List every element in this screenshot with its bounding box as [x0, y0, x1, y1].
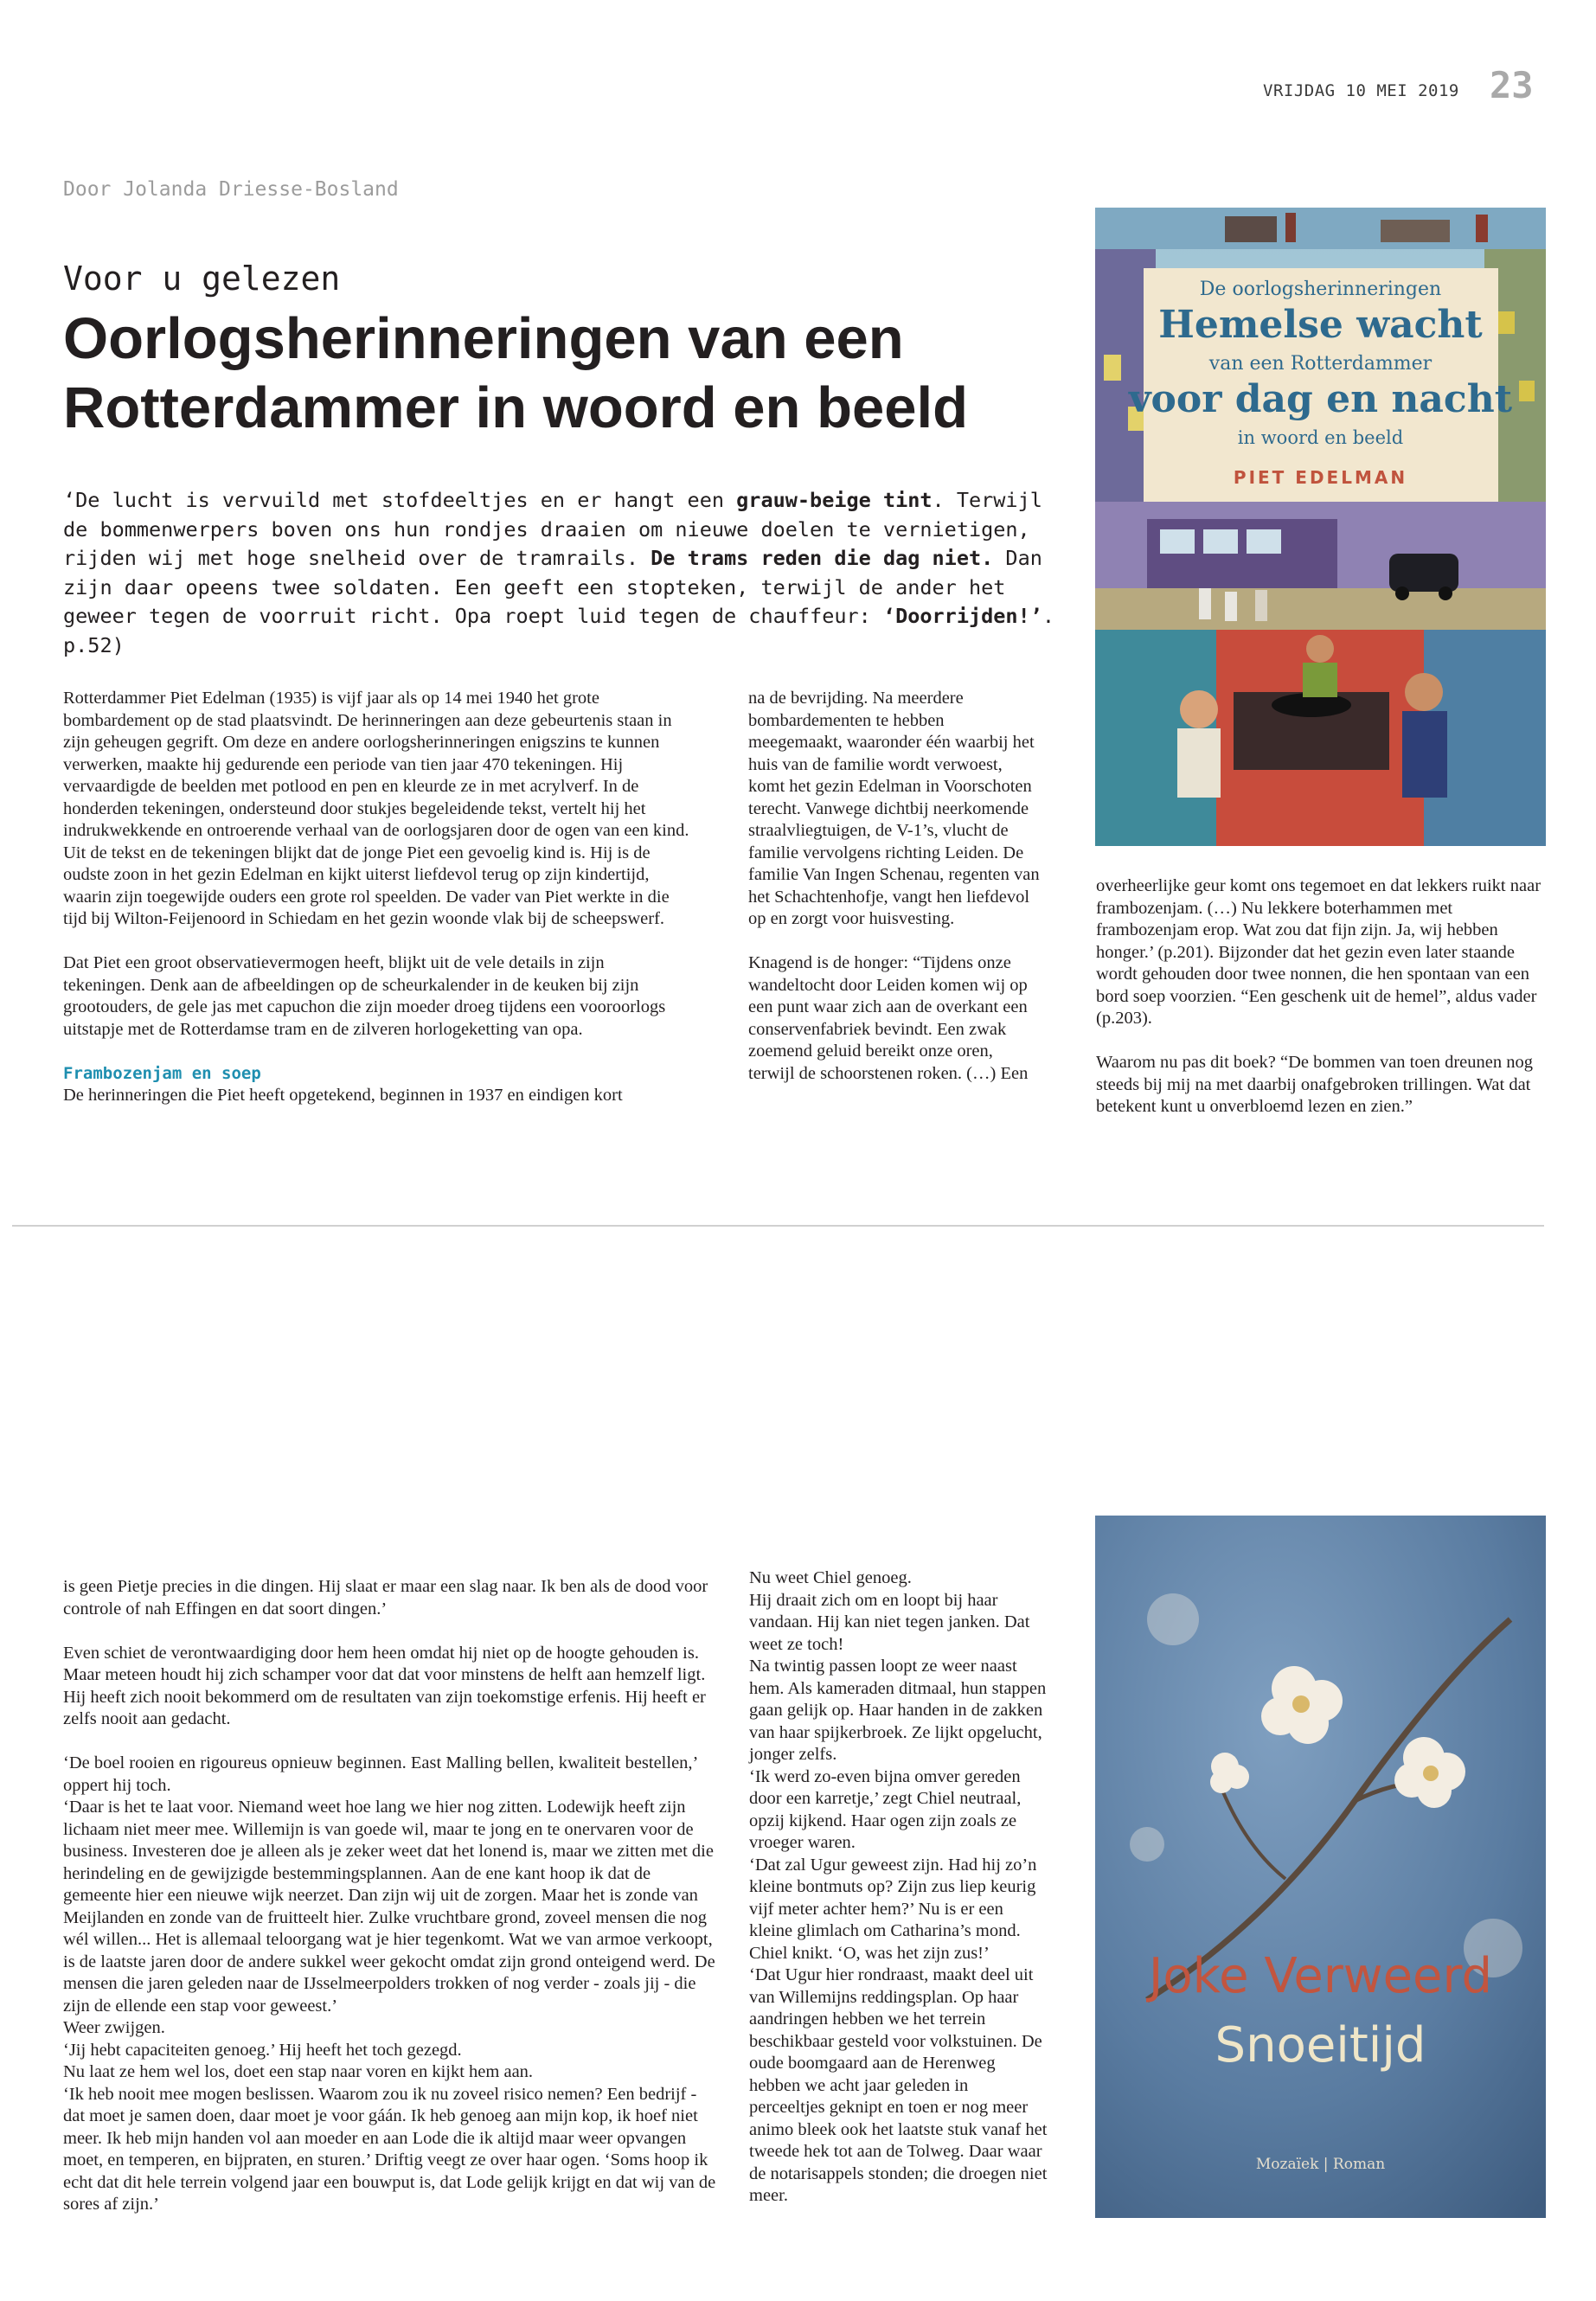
cover-photo [1095, 1516, 1546, 2218]
article2-column-2 [749, 1567, 1048, 2208]
quote-text: ‘De lucht is vervuild met stofdeeltjes en er hangt een [63, 488, 737, 512]
headline: Oorlogsherinneringen van een Rotterdammer in woord en beeld [63, 306, 969, 440]
paragraph: is geen Pietje precies in die dingen. Hij slaat er maar een slag naar. Ik ben als de dood voor controle of nah Effingen en dat soort dingen.’ [63, 1577, 708, 1618]
quote-bold: ‘Doorrijden!’ [882, 604, 1042, 628]
subheading: Frambozenjam en soep [63, 1063, 261, 1083]
paragraph: Nu weet Chiel genoeg. Hij draait zich om en loopt bij haar vandaan. Hij kan niet tegen janken. Dat weet ze toch! Na twintig passen loopt ze weer naast hem. Als kameraden ditmaal, hun stappen gaan gelijk op. Haar handen in de zakken van haar spijkerbroek. Ze lijkt opgelucht, jonger zelfs. ‘Ik werd zo-even bijna omver gereden door een karretje,’ zegt Chiel neutraal, opzij kijkend. Haar ogen zijn zoals ze vroeger waren. ‘Dat zal Ugur geweest zijn. Had hij zo’n kleine bontmuts op? Zijn zus liep keurig vijf meter achter hem?’ Nu is er een kleine glimlach om Catharina’s mond. Chiel knikt. ‘O, was het zijn zus!’ ‘Dat Ugur hier rondraast, maakt deel uit van Willemijns reddingsplan. Op haar aandringen hebben we het terrein beschikbaar gesteld voor volkstuinen. De oude boomgaard aan de Herenweg hebben we acht jaar geleden in perceeltjes geknipt en toen er nog meer animo bleek ook het laatste stuk vanaf het tweede hek tot aan de Tolweg. Daar waar de notarisappels stonden; die droegen niet meer. [749, 1568, 1048, 2205]
quote-text: . Terwijl de bommenwerpers boven ons hun rondjes draaien om nieuwe doelen te vernietigen, rijden wij met hoge snelheid over de tramrails. [63, 488, 1042, 570]
cover-line-1: De oorlogsherinneringen [1199, 279, 1442, 300]
quote-text: Dan zijn daar opeens twee soldaten. Een geeft een stopteken, terwijl de ander het geweer tegen de voorruit richt. Opa roept luid tegen de chauffeur: [63, 546, 1042, 628]
pull-quote [63, 486, 1067, 660]
quote-bold: grauw-beige tint [736, 488, 933, 512]
paragraph: na de bevrijding. Na meerdere bombardementen te hebben meegemaakt, waaronder één waarbij het huis van de familie wordt verwoest, komt het gezin Edelman in Voorschoten terecht. Vanwege dichtbij neerkomende straalvliegtuigen, de V-1’s, vlucht de familie vervolgens richting Leiden. De familie Van Ingen Schenau, regenten van het Schachtenhofje, vangt hen liefdevol op en zorgt voor huisvesting. [748, 689, 1040, 928]
book-cover-hemelse-wacht [1095, 208, 1546, 846]
article1-column-3 [1096, 875, 1550, 1118]
cover2-author: Joke Verweerd [1148, 1948, 1493, 2004]
paragraph: Dat Piet een groot observatievermogen heeft, blijkt uit de vele details in zijn tekeningen. Denk aan de afbeeldingen op de scheurkalender in de keuken bij zijn grootouders, de gele jas met capuchon die zijn moeder droeg tijdens een vooroorlogs uitstapje met de Rotterdamse tram en de zilveren horlogeketting van opa. [63, 953, 666, 1039]
quote-text: . p.52) [63, 604, 1055, 657]
paragraph: overheerlijke geur komt ons tegemoet en dat lekkers ruikt naar frambozenjam. (…) Nu lekkere boterhammen met frambozenjam erop. Wat zou dat fijn zijn. Ja, wij hebben honger.’ (p.201). Bijzonder dat het gezin even later staande wordt gehouden door twee nonnen, die hen spontaan van een bord soep voorzien. “Een geschenk uit de hemel”, aldus vader (p.203). [1096, 876, 1542, 1028]
cover-author: PIET EDELMAN [1233, 467, 1408, 488]
quote-bold: De trams reden die dag niet. [651, 546, 994, 570]
paragraph: Knagend is de honger: “Tijdens onze wandeltocht door Leiden komen wij op een punt waar zich aan de overkant een conservenfabriek bevindt. Een zwak zoemend geluid bereikt onze oren, terwijl de schoorstenen roken. (…) Een [748, 953, 1029, 1083]
article1-column-1 [63, 688, 690, 1107]
book-cover-snoeitijd [1095, 1516, 1546, 2218]
cover-line-3: van een Rotterdammer [1208, 353, 1433, 375]
cover2-imprint: Mozaïek | Roman [1255, 2156, 1386, 2173]
cover-title-1: Hemelse wacht [1158, 303, 1483, 347]
cover2-title: Snoeitijd [1215, 2017, 1426, 2073]
article1-column-2 [748, 688, 1042, 1085]
page-number: 23 [1490, 64, 1534, 106]
kicker: Voor u gelezen [63, 260, 341, 298]
section-divider [12, 1225, 1544, 1227]
byline: Door Jolanda Driesse-Bosland [63, 178, 399, 201]
paragraph: Waarom nu pas dit boek? “De bommen van toen dreunen nog steeds bij mij na met daarbij onafgebroken trillingen. Wat dat betekent kunt u onverbloemd lezen en zien.” [1096, 1053, 1534, 1116]
cover-line-5: in woord en beeld [1237, 427, 1404, 448]
paragraph: Even schiet de verontwaardiging door hem heen omdat hij niet op de hoogte gehouden is. Maar meteen houdt hij zich schamper voor dat dat voor minstens de helft aan hemzelf ligt. Hij heeft zich nooit bekommerd om de resultaten van zijn toekomstige erfenis. Hij heeft er zelfs nooit aan gedacht. [63, 1643, 706, 1728]
article2-column-1 [63, 1576, 721, 2216]
paragraph: De herinneringen die Piet heeft opgetekend, beginnen in 1937 en eindigen kort [63, 1086, 623, 1105]
paragraph: Rotterdammer Piet Edelman (1935) is vijf jaar als op 14 mei 1940 het grote bombardement op de stad plaatsvindt. De herinneringen aan deze gebeurtenis staan in zijn geheugen gegrift. Om deze en andere oorlogsherinneringen enigszins te kunnen verwerken, maakte hij gedurende een periode van tien jaar 470 tekeningen. Hij vervaardigde de beelden met potlood en pen en kleurde ze in met acrylverf. In de honderden tekeningen, ondersteund door stukjes begeleidende tekst, vertelt hij het indrukwekkende en ontroerende verhaal van de oorlogsjaren door de ogen van een kind. Uit de tekst en de tekeningen blijkt dat de jonge Piet een gevoelig kind is. Hij is de oudste zoon in het gezin Edelman en kijkt uiterst liefdevol terug op zijn kindertijd, waarin zijn toegewijde ouders een grote rol speelden. De vader van Piet werkte in die tijd bij Wilton-Feijenoord in Schiedam en het gezin woonde vlak bij de scheepswerf. [63, 689, 689, 928]
paragraph: ‘De boel rooien en rigoureus opnieuw beginnen. East Malling bellen, kwaliteit bestellen,’ oppert hij toch. ‘Daar is het te laat voor. Niemand weet hoe lang we hier nog zitten. Lodewijk heeft zijn lichaam niet meer mee. Willemijn is van goede wil, maar te jong en te onervaren voor de business. Investeren doe je alleen als je zeker weet dat het lonend is, maar we zitten met die herindeling en de gewijzigde bestemmingsplannen. Aan de ene kant hoop ik dat de gemeente hier een nieuwe wijk neerzet. Dan zijn wij uit de zorgen. Maar het is zonde van Meijlanden en zonde van de fruitteelt hier. Zulke vruchtbare grond, zoveel mensen die nog wél willen... Het is allemaal teloorgang wat je hier tegenkomt. Wat we van armoe verkoopt, is de laatste jaren door de andere sukkel weer gekocht omdat zijn grond onteigend werd. De mensen die jaren geleden naar de IJsselmeerpolders trokken of nog verder - zoals jij - die zijn de ellende een stap voor geweest.’ Weer zwijgen. ‘Jij hebt capaciteiten genoeg.’ Hij heeft het toch gezegd. Nu laat ze hem wel los, doet een stap naar voren en kijkt hem aan. ‘Ik heb nooit mee mogen beslissen. Waarom zou ik nu zoveel risico nemen? Een bedrijf - dat moet je samen doen, daar moet je voor gáán. Ik heb genoeg aan mijn kop, ik hoef niet meer. Ik heb mijn handen vol aan moeder en aan Lode die ik altijd maar weer opvangen moet, en temperen, en bijpraten, en sturen.’ Driftig veegt ze over haar ogen. ‘Soms hoop ik echt dat dit hele terrein volgend jaar een bouwput is, dat Lode gelijk krijgt en dat wij van de sores af zijn.’ [63, 1753, 716, 2214]
header-date: VRIJDAG 10 MEI 2019 [1263, 81, 1459, 100]
cover-title-2: voor dag en nacht [1128, 377, 1513, 421]
